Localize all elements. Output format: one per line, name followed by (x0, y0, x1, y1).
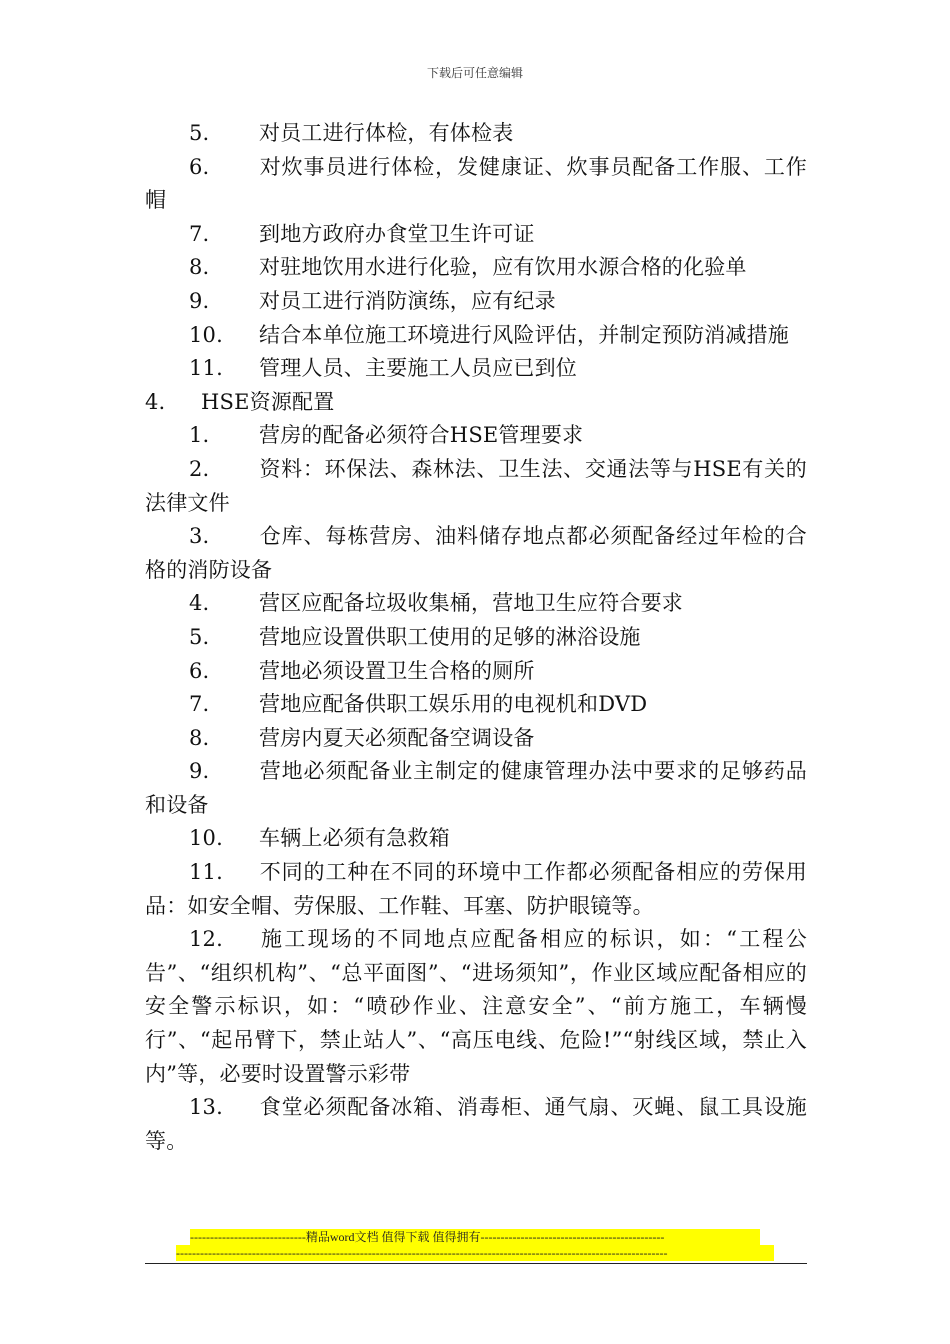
list-item (145, 251, 807, 285)
item-number: 5. (189, 121, 210, 145)
list-item (145, 352, 807, 386)
list-item (145, 655, 807, 689)
item-text: 营区应配备垃圾收集桶，营地卫生应符合要求 (259, 591, 683, 616)
item-number: 8. (189, 255, 210, 280)
list-item (145, 285, 807, 319)
footer-watermark-line: -----------------------------精品word文档 值得下载 值得拥有---------------------------------------------- (190, 1229, 760, 1245)
item-text: 施工现场的不同地点应配备相应的标识，如：“工程公告”、“组织机构”、“总平面图”、“进场须知”，作业区域应配备相应的安全警示标识，如：“喷砂作业、注意安全”、“前方施工，车辆慢行”、“起吊臂下，禁止站人”、“高压电线、危险!”“射线区域，禁止入内”等，必要时设置警示彩带 (145, 927, 807, 1086)
document-body (145, 117, 807, 1158)
footer-divider (145, 1263, 807, 1264)
item-number: 10. (189, 826, 223, 851)
item-text: 对员工进行消防演练，应有纪录 (259, 288, 556, 313)
list-item (145, 923, 807, 1091)
item-text: 结合本单位施工环境进行风险评估，并制定预防消减措施 (259, 322, 789, 347)
item-number: 11. (189, 356, 223, 381)
item-text: 到地方政府办食堂卫生许可证 (259, 221, 535, 246)
item-number: 1. (189, 423, 210, 448)
list-item (145, 688, 807, 722)
item-number: 11. (189, 860, 223, 885)
footer-dash-line: --------------------------------------------------------------------------------------------------------------------------- (176, 1245, 774, 1261)
item-number: 10. (189, 322, 223, 347)
item-text: 对员工进行体检，有体检表 (259, 121, 514, 145)
list-item (145, 520, 807, 587)
item-number: 7. (189, 221, 210, 246)
item-text: 营房内夏天必须配备空调设备 (259, 725, 535, 750)
list-item (145, 453, 807, 520)
item-text: 营地应配备供职工娱乐用的电视机和DVD (259, 692, 648, 717)
item-number: 13. (189, 1095, 223, 1120)
item-number: 2. (189, 456, 210, 481)
item-text: 营地应设置供职工使用的足够的淋浴设施 (259, 624, 641, 649)
page-header: 下载后可任意编辑 (426, 66, 523, 80)
item-number: 6. (189, 154, 210, 179)
item-text: 资料：环保法、森林法、卫生法、交通法等与HSE有关的法律文件 (145, 456, 807, 515)
item-number: 8. (189, 725, 210, 750)
list-item (145, 151, 807, 218)
section-title: HSE资源配置 (201, 389, 335, 414)
item-text: 营地必须设置卫生合格的厕所 (259, 658, 535, 683)
item-text: 营房的配备必须符合HSE管理要求 (259, 423, 584, 448)
list-item (145, 621, 807, 655)
item-number: 3. (189, 524, 210, 549)
item-text: 不同的工种在不同的环境中工作都必须配备相应的劳保用品：如安全帽、劳保服、工作鞋、耳塞、防护眼镜等。 (145, 860, 807, 918)
item-number: 12. (189, 927, 223, 952)
list-item (145, 822, 807, 856)
item-text: 营地必须配备业主制定的健康管理办法中要求的足够药品和设备 (145, 759, 807, 817)
list-item (145, 755, 807, 822)
item-number: 9. (189, 288, 210, 313)
list-item (145, 319, 807, 353)
list-item (145, 419, 807, 453)
section-heading (145, 386, 807, 420)
item-number: 5. (189, 624, 210, 649)
section-number: 4. (145, 389, 166, 414)
item-text: 食堂必须配备冰箱、消毒柜、通气扇、灭蝇、鼠工具设施等。 (145, 1095, 807, 1153)
item-text: 管理人员、主要施工人员应已到位 (259, 356, 577, 381)
item-text: 仓库、每栋营房、油料储存地点都必须配备经过年检的合格的消防设备 (145, 524, 807, 582)
item-text: 车辆上必须有急救箱 (259, 826, 450, 851)
item-number: 7. (189, 692, 210, 717)
list-item (145, 587, 807, 621)
list-item (145, 117, 807, 151)
list-item (145, 218, 807, 252)
item-number: 9. (189, 759, 210, 784)
item-number: 6. (189, 658, 210, 683)
item-number: 4. (189, 591, 210, 616)
list-item (145, 722, 807, 756)
item-text: 对驻地饮用水进行化验，应有饮用水源合格的化验单 (259, 255, 747, 280)
list-item (145, 856, 807, 923)
list-item (145, 1091, 807, 1158)
item-text: 对炊事员进行体检，发健康证、炊事员配备工作服、工作帽 (145, 154, 807, 213)
